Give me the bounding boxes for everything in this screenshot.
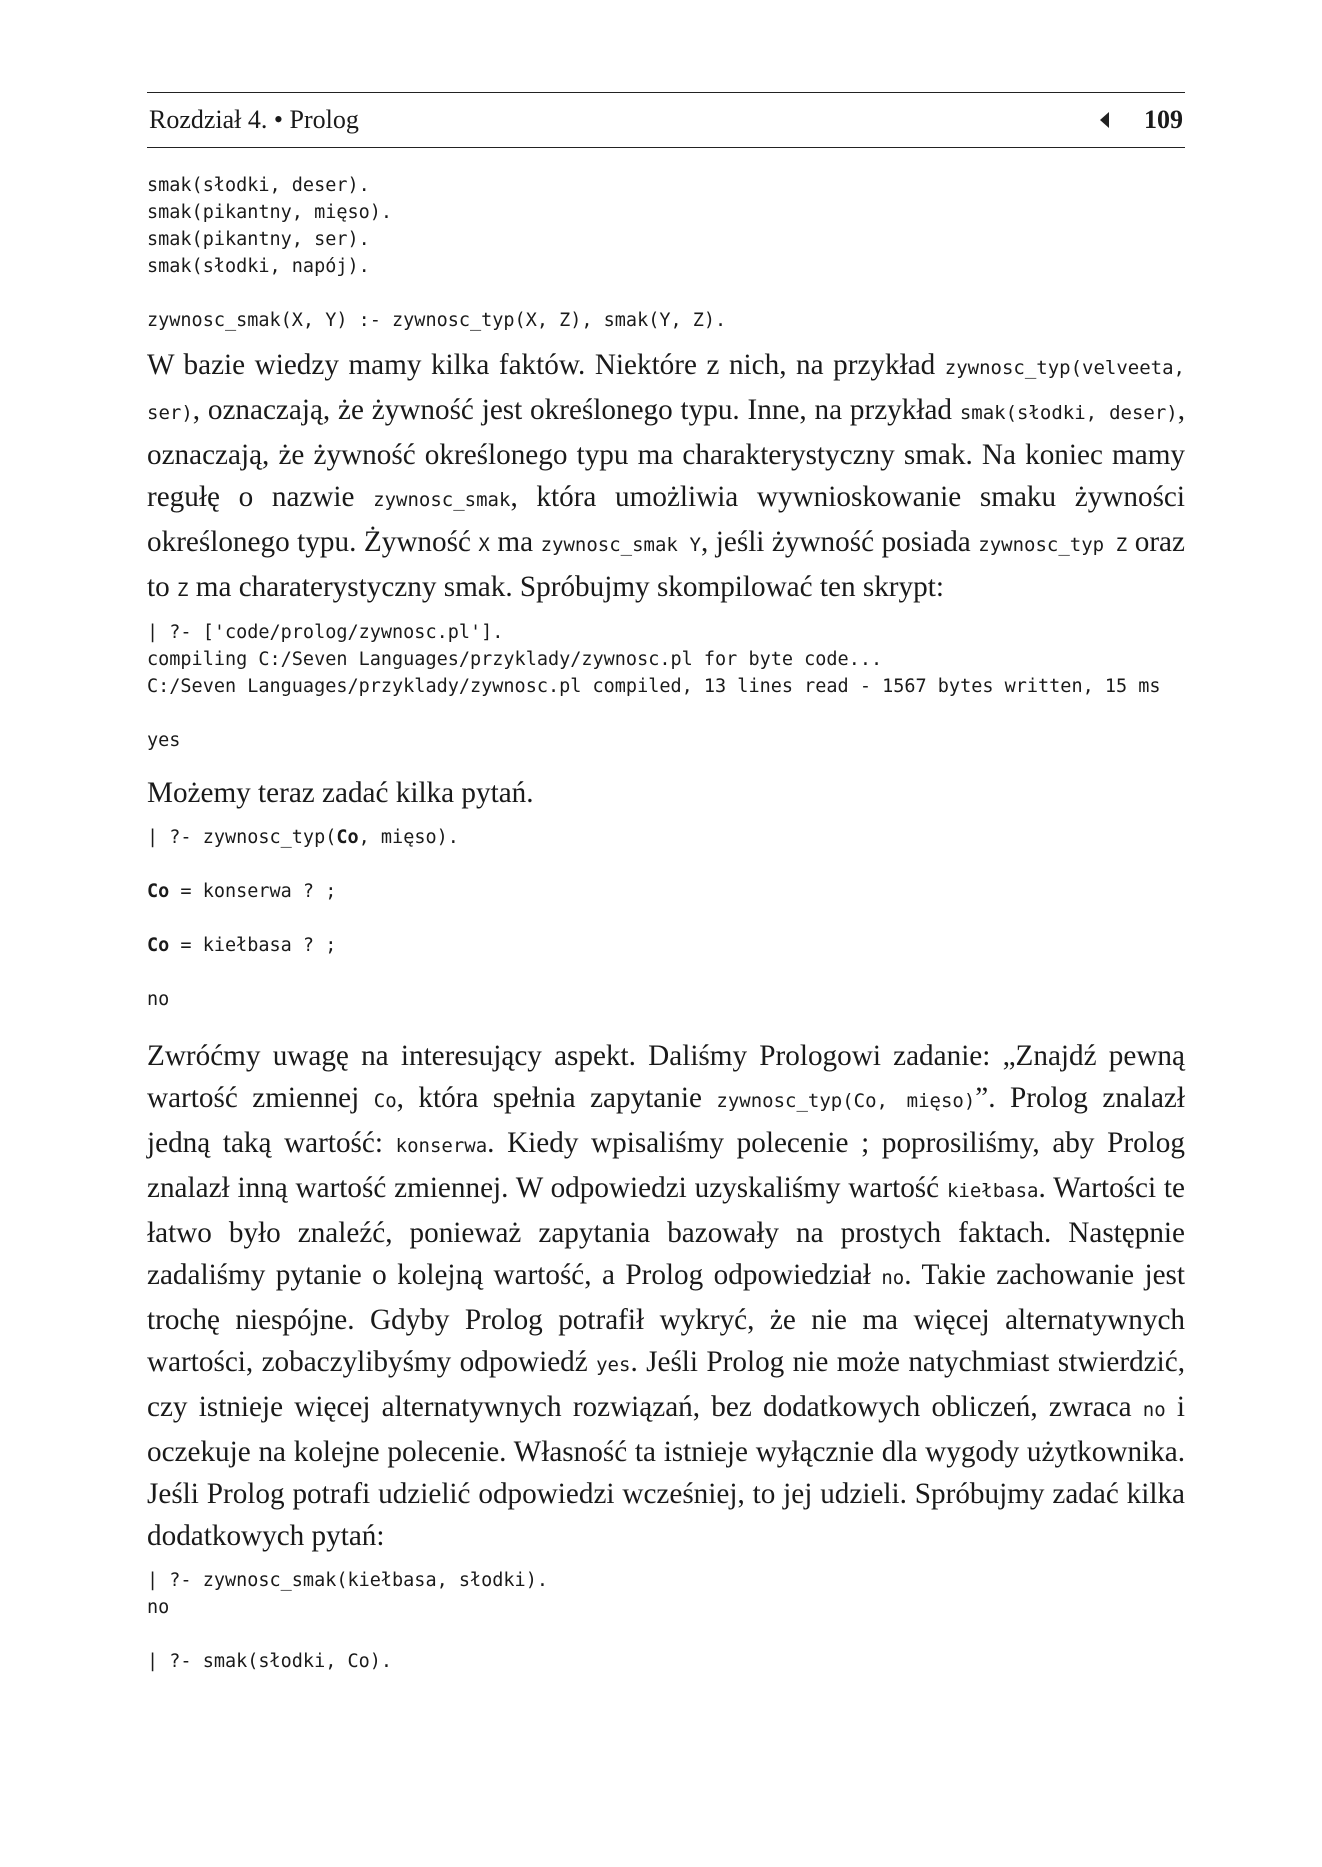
inline-code: zywnosc_typ(Co, mięso) bbox=[716, 1090, 976, 1112]
inline-code: zywnosc_typ(velveeta, ser) bbox=[147, 357, 1185, 424]
code-line: C:/Seven Languages/przyklady/zywnosc.pl compiled, 13 lines read - 1567 bytes written, 15 ms bbox=[147, 676, 1161, 697]
page-content bbox=[147, 172, 1185, 1675]
inline-code: konserwa bbox=[395, 1135, 488, 1157]
inline-code: Z bbox=[177, 579, 189, 601]
inline-code: zywnosc_typ Z bbox=[978, 534, 1128, 556]
code-line: | ?- ['code/prolog/zywnosc.pl']. bbox=[147, 622, 504, 643]
code-line: compiling C:/Seven Languages/przyklady/zywnosc.pl for byte code... bbox=[147, 649, 883, 670]
code-block-more-queries bbox=[147, 1567, 1185, 1675]
inline-code: zywnosc_smak bbox=[373, 489, 511, 511]
code-block-facts bbox=[147, 172, 1185, 334]
running-header bbox=[147, 92, 1185, 148]
code-line-answer: Co = konserwa ? ; bbox=[147, 881, 337, 902]
code-line-result: no bbox=[147, 1597, 170, 1618]
inline-code: no bbox=[881, 1267, 905, 1289]
inline-code: zywnosc_smak Y bbox=[540, 534, 701, 556]
code-line-answer: Co = kiełbasa ? ; bbox=[147, 935, 337, 956]
code-line: smak(słodki, napój). bbox=[147, 256, 370, 277]
paragraph-questions-intro: Możemy teraz zadać kilka pytań. bbox=[147, 777, 534, 809]
inline-code: kiełbasa bbox=[946, 1180, 1039, 1202]
left-triangle-icon bbox=[1100, 112, 1109, 128]
code-block-query bbox=[147, 824, 1185, 1013]
code-line: smak(pikantny, ser). bbox=[147, 229, 370, 250]
paragraph-facts-explanation: W bazie wiedzy mamy kilka faktów. Niektóre z nich, na przykład zywnosc_typ(velveeta, ser), oznaczają, że żywność jest określonego typu. Inne, na przykład smak(słodki, deser), oznaczają, że żywność określonego typu ma charakterystyczny smak. Na koniec mamy regułę o nazwie zywnosc_smak, która umożliwia wywnioskowanie smaku żywności określonego typu. Żywność X ma zywnosc_smak Y, jeśli żywność posiada zywnosc_typ Z oraz to Z ma charaterystyczny smak. Spróbujmy skompilować ten skrypt: bbox=[147, 349, 1186, 603]
code-line: smak(pikantny, mięso). bbox=[147, 202, 393, 223]
inline-code: Co bbox=[373, 1090, 397, 1112]
code-block-compile bbox=[147, 619, 1185, 754]
code-line: smak(słodki, deser). bbox=[147, 175, 370, 196]
inline-code: no bbox=[1142, 1399, 1166, 1421]
code-line-result: no bbox=[147, 989, 170, 1010]
code-line-result: yes bbox=[147, 730, 181, 751]
inline-code: yes bbox=[596, 1354, 631, 1376]
inline-code: X bbox=[478, 534, 490, 556]
code-line-rule: zywnosc_smak(X, Y) :- zywnosc_typ(X, Z), smak(Y, Z). bbox=[147, 310, 727, 331]
page-number: 109 bbox=[1144, 105, 1183, 134]
inline-code: smak(słodki, deser) bbox=[959, 402, 1178, 424]
code-line-query: | ?- zywnosc_smak(kiełbasa, słodki). bbox=[147, 1570, 548, 1591]
chapter-title: Rozdział 4. • Prolog bbox=[149, 105, 359, 134]
code-line-query: | ?- smak(słodki, Co). bbox=[147, 1651, 393, 1672]
code-line-query: | ?- zywnosc_typ(Co, mięso). bbox=[147, 827, 459, 848]
paragraph-interesting-aspect: Zwróćmy uwagę na interesujący aspekt. Daliśmy Prologowi zadanie: „Znajdź pewną wartość zmiennej Co, która spełnia zapytanie zywnosc_typ(Co, mięso)”. Prolog znalazł jedną taką wartość: konserwa. Kiedy wpisaliśmy polecenie ; poprosiliśmy, aby Prolog znalazł inną wartość zmiennej. W odpowiedzi uzyskaliśmy wartość kiełbasa. Wartości te łatwo było znaleźć, ponieważ zapytania bazowały na prostych faktach. Następnie zadaliśmy pytanie o kolejną wartość, a Prolog odpowiedział no. Takie zachowanie jest trochę niespójne. Gdyby Prolog potrafił wykryć, że nie ma więcej alternatywnych wartości, zobaczylibyśmy odpowiedź yes. Jeśli Prolog nie może natychmiast stwierdzić, czy istnieje więcej alternatywnych rozwiązań, bez dodatkowych obliczeń, zwraca no i oczekuje na kolejne polecenie. Własność ta istnieje wyłącznie dla wygody użytkownika. Jeśli Prolog potrafi udzielić odpowiedzi wcześniej, to jej udzieli. Spróbujmy zadać kilka dodatkowych pytań: bbox=[147, 1040, 1186, 1552]
